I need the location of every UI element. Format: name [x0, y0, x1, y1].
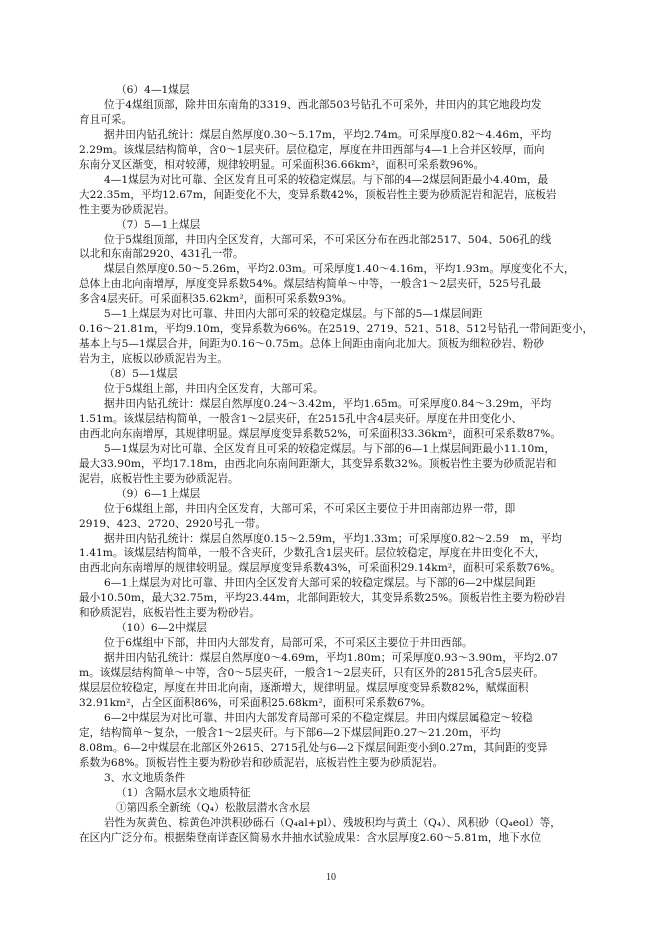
text-line: 据井田内钻孔统计：煤层自然厚度0.24～3.42m，平均1.65m。可采厚度0.84～3.29m，平均	[104, 397, 552, 410]
section-heading: 3、水文地质条件	[104, 771, 186, 784]
text-line: 总体上由北向南增厚，厚度变异系数54%。煤层结构简单～中等，一般含1～2层夹矸，525号孔最	[79, 278, 542, 291]
section-heading: （10）6—2中煤层	[116, 622, 208, 635]
text-line: 系数为68%。顶板岩性主要为粉砂岩和砂质泥岩，底板岩性主要为砂质泥岩。	[79, 756, 444, 769]
text-line: 据井田内钻孔统计：煤层自然厚度0～4.69m，平均1.80m；可采厚度0.93～3.90m，平均2.07	[104, 652, 559, 665]
text-line: 1.41m。该煤层结构简单，一般不含夹矸，少数孔含1层夹矸。层位较稳定，厚度在井田变化不大，	[79, 547, 546, 560]
text-line: 定，结构简单～复杂，一般含1～2层夹矸。与下部6—2下煤层间距0.27～21.20m，平均	[79, 726, 501, 739]
section-heading: （9）6—1上煤层	[116, 487, 201, 500]
text-line: 据井田内钻孔统计：煤层自然厚度0.15～2.59m，平均1.33m；可采厚度0.82～2.59 m，平均	[104, 532, 562, 545]
text-line: 泥岩，底板岩性主要为砂质泥岩。	[79, 472, 239, 485]
text-line: 岩性为灰黄色、棕黄色冲洪积砂砾石（Q₄al+pl）、残坡积均与黄土（Q₄）、风积砂（Q₄eol）等，	[104, 816, 561, 829]
text-line: 4—1煤层为对比可靠、全区发育且可采的较稳定煤层。与下部的4—2煤层间距最小4.40m，最	[104, 173, 549, 186]
text-line: 位于5煤组上部，井田内全区发育，大部可采。	[104, 383, 324, 395]
section-heading: （8）5—1煤层	[104, 368, 178, 381]
text-line: 岩为主，底板以砂质泥岩为主。	[79, 353, 229, 366]
text-line: 2.29m。该煤层结构简单，含0～1层夹矸。层位稳定，厚度在井田西部与4—1上合并区较厚，而向	[79, 143, 545, 156]
text-line: 6—2中煤层为对比可靠、井田内大部发育局部可采的不稳定煤层。井田内煤层属稳定～较稳	[104, 711, 533, 724]
text-line: 性主要为砂质泥岩。	[79, 203, 175, 216]
text-line: 32.91km²，占全区面积86%，可采面积25.68km²，面积可采系数67%。	[79, 696, 432, 709]
text-line: 位于6煤组上部，井田内全区发育，大部可采，不可采区主要位于井田南部边界一带，即	[104, 502, 516, 515]
text-line: 位于4煤组顶部，除井田东南角的3319、西北部503号钻孔不可采外，井田内的其它地段均发	[104, 98, 542, 111]
text-line: 位于6煤组中下部，井田内大部发育，局部可采，不可采区主要位于井田西部。	[104, 637, 473, 650]
text-line: 6—1上煤层为对比可靠、井田内全区发育大部可采的较稳定煤层。与下部的6—2中煤层间距	[104, 577, 536, 590]
text-line: 在区内广泛分布。根据柴登南详查区简易水井抽水试验成果：含水层厚度2.60～5.81m，地下水位	[79, 831, 542, 844]
text-line: 煤层自然厚度0.50～5.26m，平均2.03m。可采厚度1.40～4.16m，平均1.93m。厚度变化不大，	[104, 263, 575, 276]
text-line: 基本上与5—1煤层合并，间距为0.16～0.75m。总体上间距由南向北加大。顶板为细粒砂岩、粉砂	[79, 338, 545, 351]
text-line: 最小10.50m，最大32.75m，平均23.44m，北部间距较大，其变异系数25%。顶板岩性主要为粉砂岩	[79, 592, 566, 605]
text-line: 煤层层位较稳定，厚度在井田北向南，逐渐增大，规律明显。煤层厚度变异系数82%，赋煤面积	[79, 682, 529, 694]
text-line: m。该煤层结构简单～中等，含0～5层夹矸，一般含1～2层夹矸，只有区外的2815孔含5层夹矸。	[79, 667, 545, 680]
text-line: 以北和东南部2920、431孔一带。	[79, 248, 244, 261]
section-heading: ①第四系全新统（Q₄）松散层潜水含水层	[116, 801, 310, 814]
text-line: 由西北向东南增厚的规律较明显。煤层厚度变异系数43%，可采面积29.14km²，面积可采系数76%。	[79, 562, 562, 575]
text-line: 大22.35m，平均12.67m，间距变化不大，变异系数42%，顶板岩性主要为砂质泥岩和泥岩，底板岩	[79, 188, 557, 201]
text-line: 东南分叉区渐变，相对较薄，规律较明显。可采面积36.66km²，面积可采系数96%。	[79, 158, 485, 171]
text-line: 2919、423、2720、2920号孔一带。	[79, 517, 266, 530]
text-line: 最大33.90m，平均17.18m，由西北向东南间距渐大，其变异系数32%。顶板岩性主要为砂质泥岩和	[79, 457, 557, 470]
text-line: 育且可采。	[79, 113, 133, 126]
section-heading: （7）5—1上煤层	[116, 218, 201, 231]
page-number: 10	[326, 872, 336, 883]
text-line: 位于5煤组顶部，井田内全区发育，大部可采，不可采区分布在西北部2517、504、506孔的线	[104, 233, 552, 246]
text-line: 多含4层夹矸。可采面积35.62km²，面积可采系数93%。	[79, 293, 353, 306]
text-line: 据井田内钻孔统计：煤层自然厚度0.30～5.17m，平均2.74m。可采厚度0.82～4.46m，平均	[104, 128, 552, 141]
text-line: 和砂质泥岩，底板岩性主要为粉砂岩。	[79, 607, 260, 620]
text-line: 1.51m。该煤层结构简单，一般含1～2层夹矸，在2515孔中含4层夹矸。厚度在井田变化小、	[79, 412, 523, 425]
section-heading: （1）含隔水层水文地质特征	[116, 786, 251, 799]
section-heading: （6）4—1煤层	[116, 84, 190, 96]
text-line: 0.16～21.81m，平均9.10m，变异系数为66%。在2519、2719、521、518、512号钻孔一带间距变小，	[79, 323, 594, 336]
text-line: 8.08m。6—2中煤层在北部区外2615、2715孔处与6—2下煤层间距变小到0.27m，其间距的变异	[79, 741, 548, 754]
text-line: 5—1上煤层为对比可靠、井田内大部可采的较稳定煤层。与下部的5—1煤层间距	[104, 308, 483, 321]
text-line: 由西北向东南增厚，其规律明显。煤层厚度变异系数52%，可采面积33.36km²，面积可采系数87%。	[79, 427, 562, 440]
text-line: 5—1煤层为对比可靠、全区发育且可采的较稳定煤层。与下部的6—1上煤层间距最小11.10m，	[104, 442, 556, 455]
